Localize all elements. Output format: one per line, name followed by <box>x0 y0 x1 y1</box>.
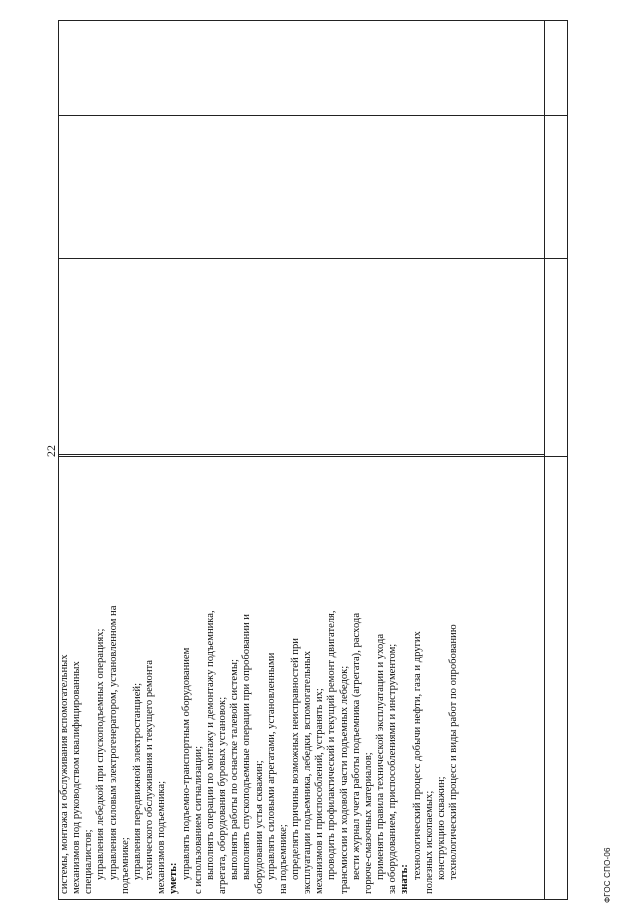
text-line: выполнять операции по монтажу и демонтажу подъемника, <box>204 610 216 880</box>
text-line: вести журнал учета работы подъемника (агрегата), расхода <box>350 612 362 880</box>
text-line: механизмов подъемника; <box>156 780 168 894</box>
row-divider-1 <box>58 456 568 457</box>
text-line: применять правила технической эксплуатации и ухода <box>375 633 387 880</box>
text-line: управления лебедкой при спускоподъемных операциях; <box>95 628 107 880</box>
text-line: агрегата, оборудования буровых установок; <box>217 696 229 894</box>
text-line: управления силовым электрогенератором, установленном на <box>107 605 119 880</box>
text-line: технологический процесс и виды работ по опробованию <box>448 624 459 880</box>
text-line: системы, монтажа и обслуживания вспомогательных <box>59 654 70 894</box>
text-line: определять причины возможных неисправностей при <box>289 638 301 880</box>
text-line: оборудовании устья скважин; <box>253 760 265 894</box>
page-number: 22 <box>44 445 58 457</box>
text-line: управлять подъемно-транспортным оборудованием <box>180 647 192 880</box>
text-line: конструкцию скважин; <box>435 776 447 880</box>
text-line: за оборудованием, приспособлениями и инструментом; <box>387 643 399 894</box>
text-line: проводить профилактический и текущий ремонт двигателя, <box>326 610 338 880</box>
row-divider-3 <box>58 115 568 116</box>
text-line: горюче-смазочных материалов; <box>362 752 374 894</box>
text-line: трансмиссии и ходовой части подъемных лебедок; <box>338 665 350 894</box>
text-line: выполнять спускоподъемные операции при опробовании и <box>241 614 253 880</box>
text-line: управления передвижной электростанцией; <box>131 682 143 880</box>
text-line: с использованием сигнализации; <box>192 745 204 894</box>
text-line: эксплуатации подъемника, лебедки, вспомогательных <box>302 650 314 894</box>
text-line: полезных ископаемых; <box>423 790 435 894</box>
row-divider-2 <box>58 258 568 259</box>
text-line: технического обслуживания и текущего ремонта <box>144 660 156 880</box>
text-line: подъемнике; <box>119 837 131 894</box>
text-line: технологический процесс добычи нефти, газа и других <box>411 631 423 880</box>
section-heading: уметь: <box>168 862 180 894</box>
text-line: специалистов; <box>83 829 95 894</box>
text-line: на подъемнике; <box>277 824 289 894</box>
text-line: механизмов и приспособлений, устранять их; <box>314 688 326 894</box>
section-heading: знать: <box>399 864 411 894</box>
text-line: управлять силовыми агрегатами, установленными <box>265 652 277 880</box>
text-line: механизмов под руководством квалифицированных <box>71 661 83 894</box>
footer-code: ФГОС СПО-06 <box>603 847 612 903</box>
text-line: выполнять работы по оснастке талевой системы; <box>229 659 241 880</box>
